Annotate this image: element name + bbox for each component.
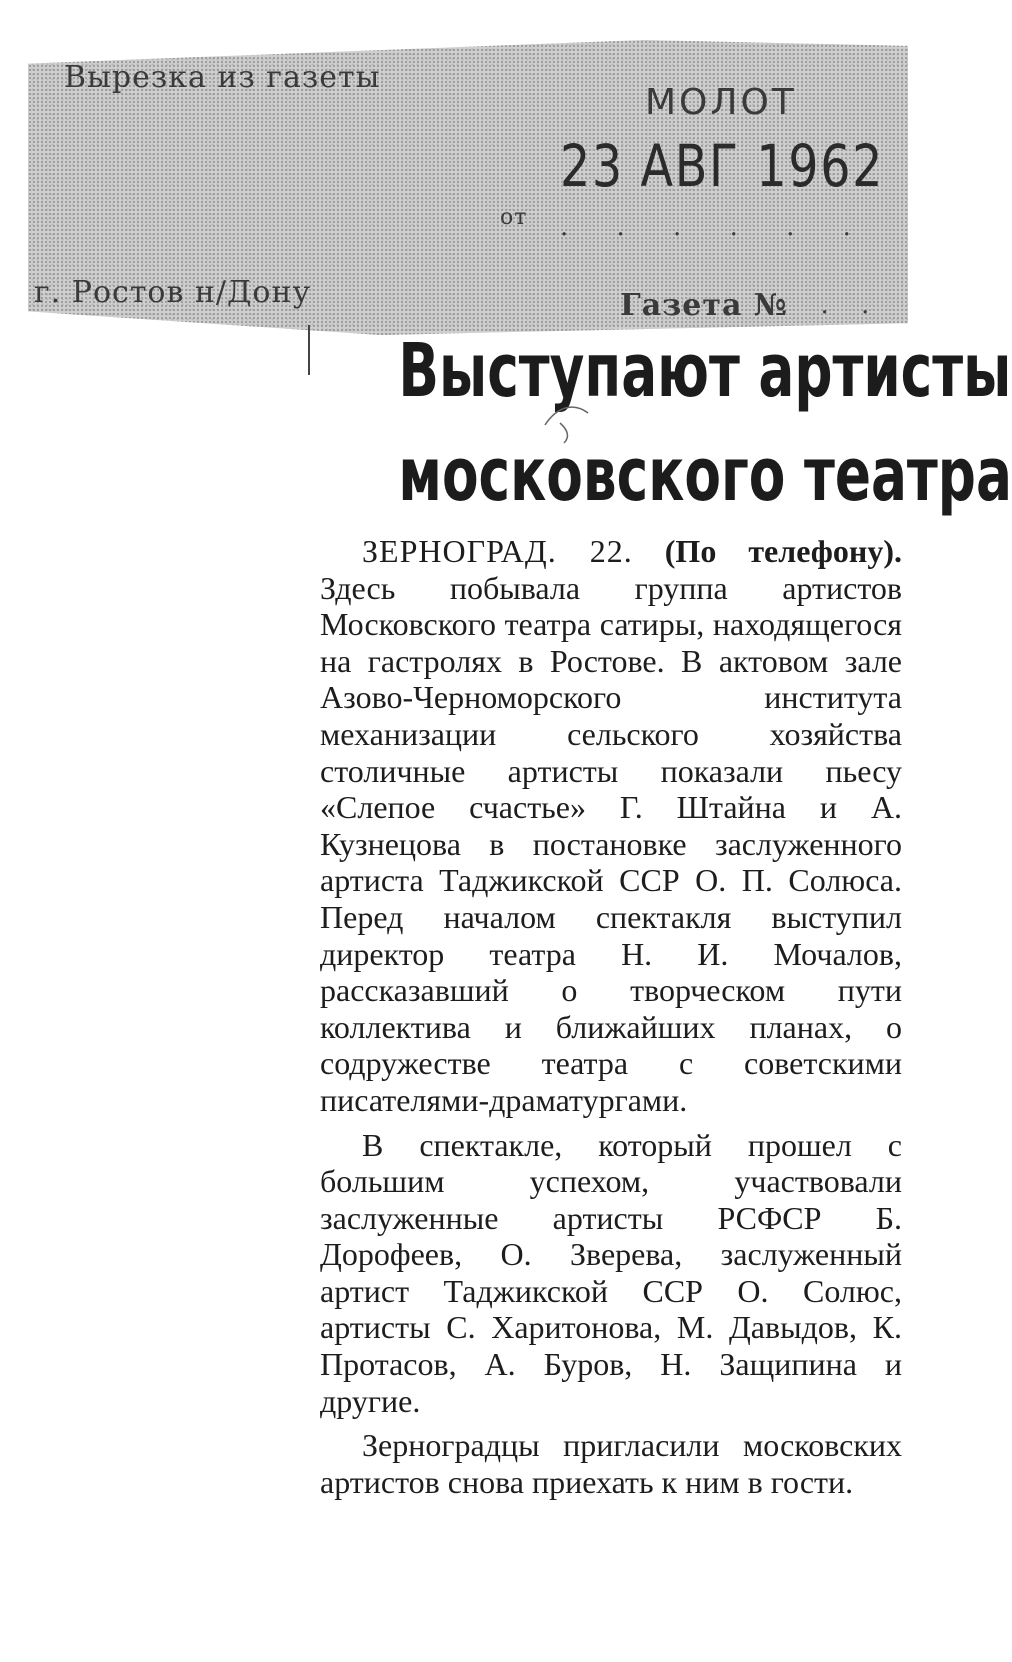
issue-dots: . . . — [780, 290, 882, 320]
publication-date: 23 АВГ 1962 — [560, 132, 885, 200]
source-note: (По телефону). — [664, 533, 903, 569]
headline-line-2: московского театра — [398, 432, 1012, 518]
article-paragraph — [320, 533, 902, 1119]
from-label: от — [500, 205, 528, 230]
article-body — [320, 533, 902, 1500]
dateline: ЗЕРНОГРАД. 22. — [362, 533, 633, 569]
from-dots: . . . . . . — [560, 212, 871, 242]
article-paragraph: В спектакле, который прошел с большим успехом, участвовали заслуженные артисты РСФСР Б. Дорофеев, О. Зверева, заслуженный артист Таджикской ССР О. Солюс, артисты С. Харитонова, М. Давыдов, К. Протасов, А. Буров, Н. Защипина и другие. — [320, 1126, 902, 1419]
city-label: г. Ростов н/Дону — [34, 275, 312, 310]
article-paragraph: Зерноградцы пригласили московских артистов снова приехать к ним в гости. — [320, 1427, 902, 1500]
issue-label: Газета № — [620, 288, 788, 323]
headline-line-1: Выступают артисты — [398, 328, 1012, 414]
newspaper-name: МОЛОТ — [645, 82, 797, 123]
paragraph-text: Здесь побывала группа артистов Московского театра сатиры, находящегося на гастролях в Ростове. В актовом зале Азово-Черноморского института механизации сельского хозяйства столичные артисты показали пьесу «Слепое счастье» Г. Штайна и А. Кузнецова в постановке заслуженного артиста Таджикской ССР О. П. Солюса. Перед началом спектакля выступил директор театра Н. И. Мочалов, рассказавший о творческом пути коллектива и ближайших планах, о содружестве театра с советскими писателями-драматургами. — [320, 569, 902, 1118]
column-rule — [308, 325, 310, 375]
clipping-label: Вырезка из газеты — [64, 60, 381, 95]
